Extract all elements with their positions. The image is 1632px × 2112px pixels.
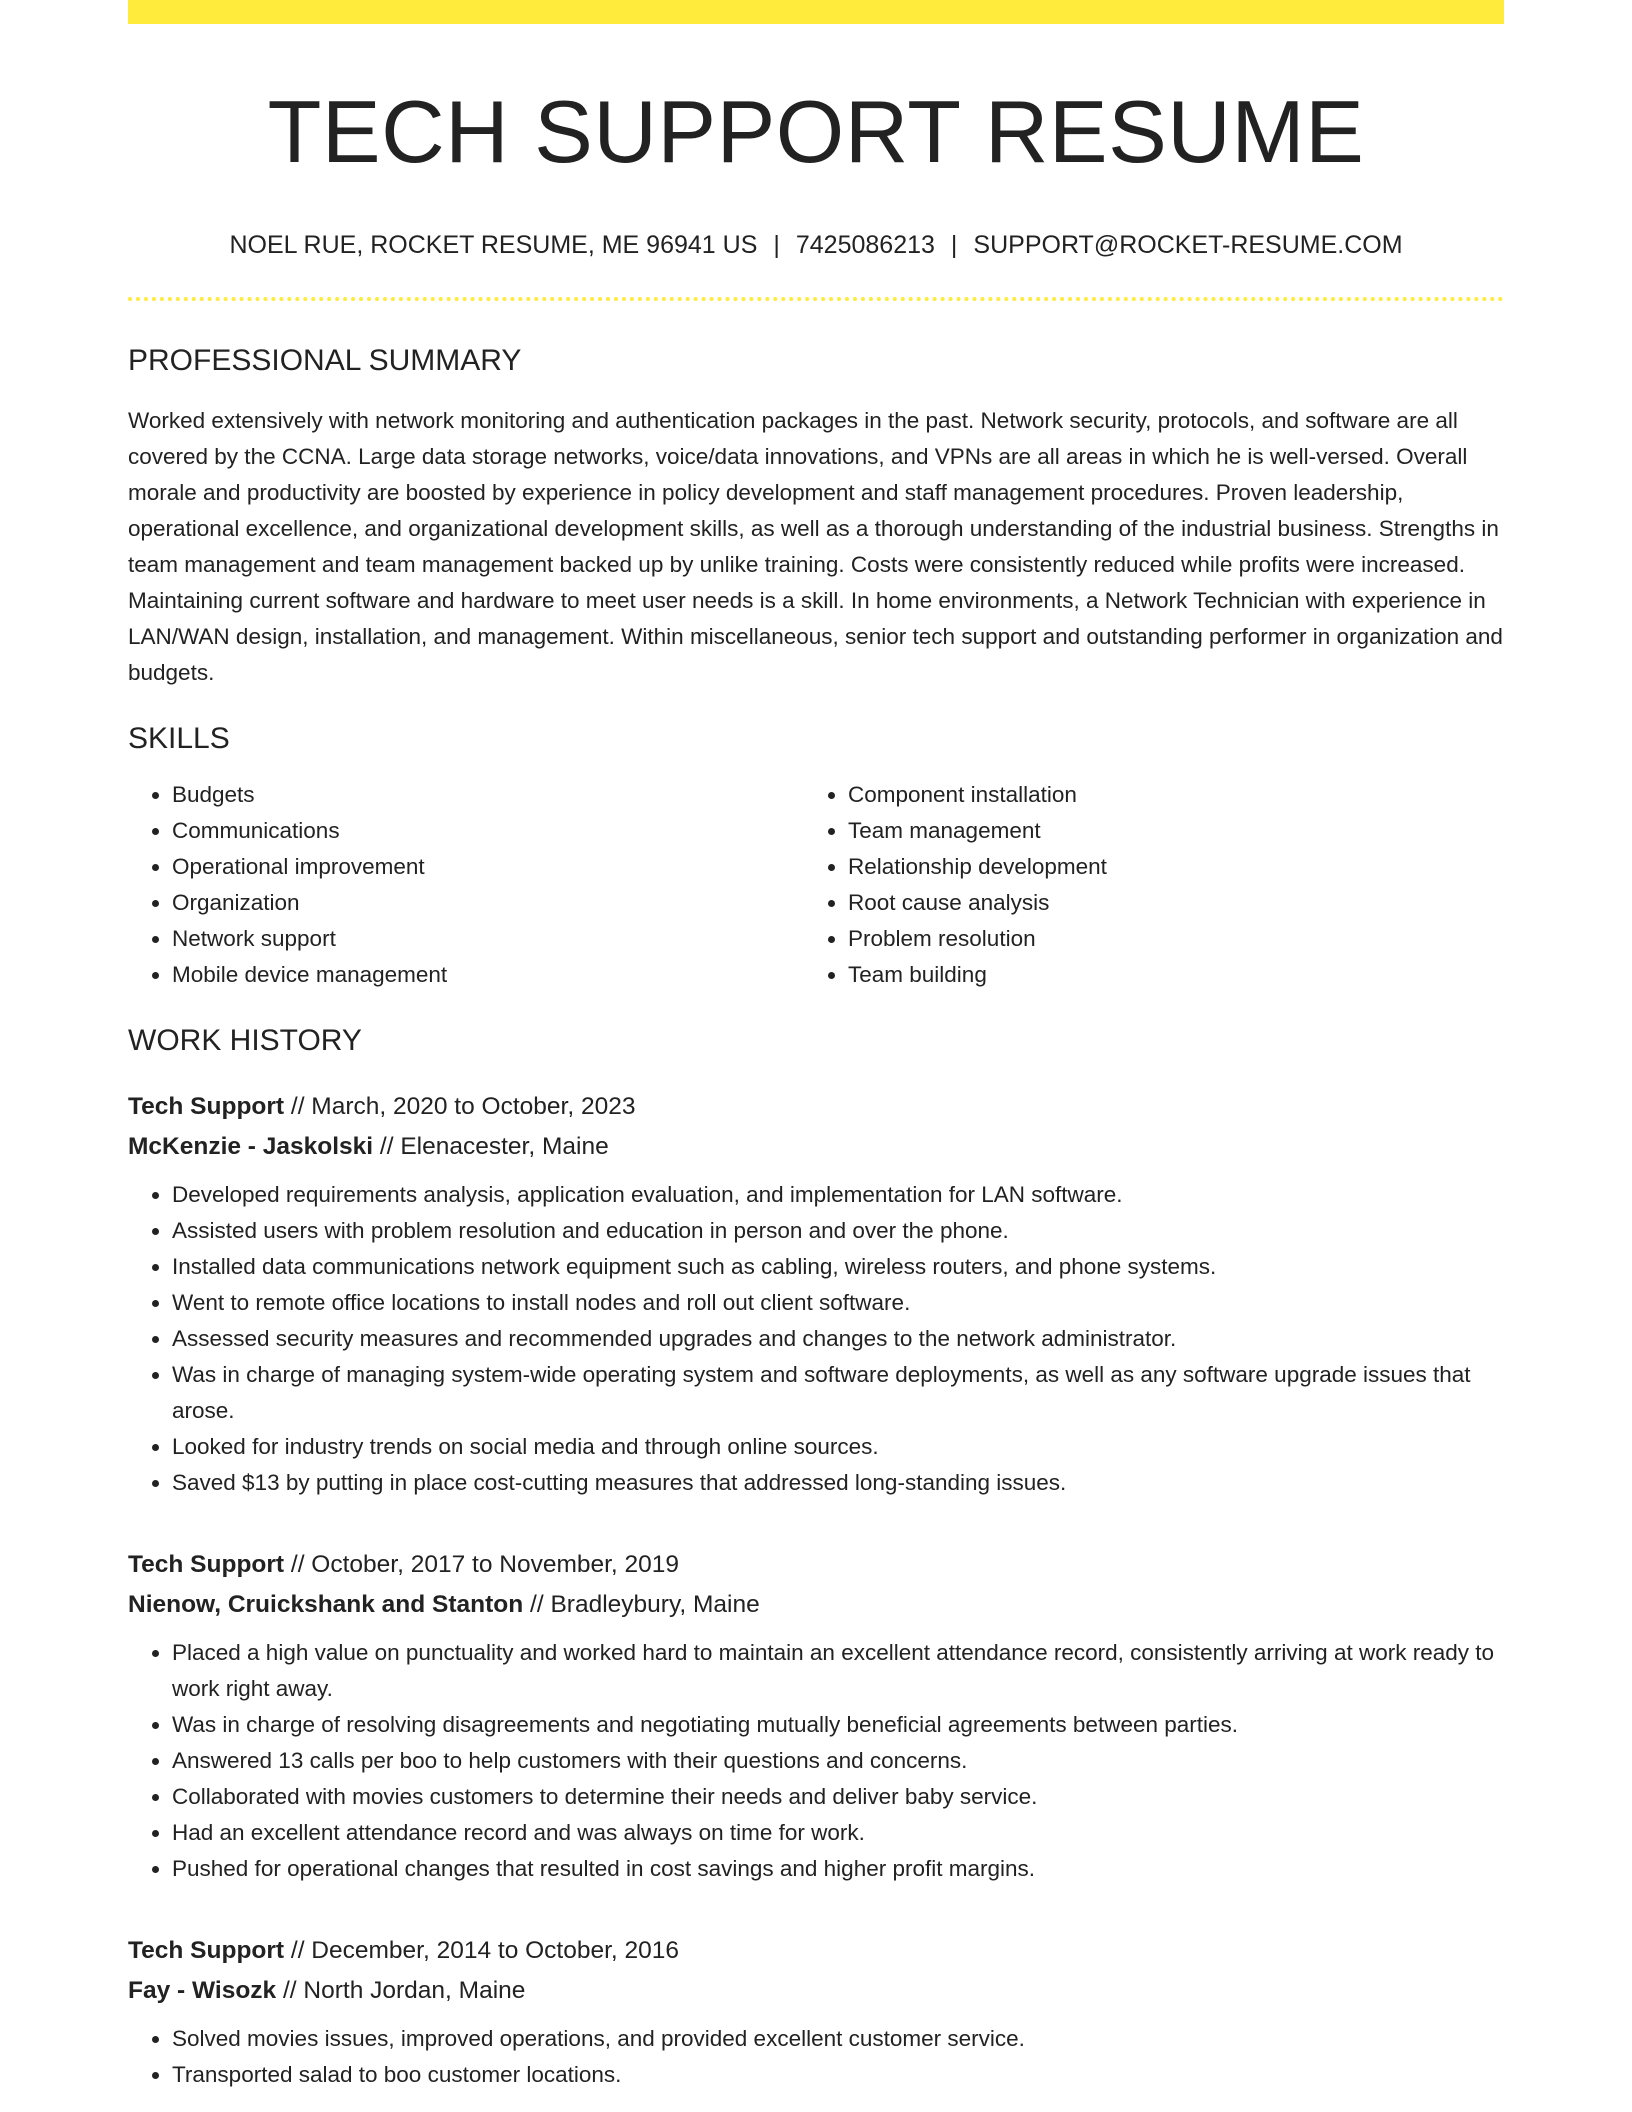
job-location: // Bradleybury, Maine [523, 1591, 760, 1619]
job-location: // Elenacester, Maine [373, 1133, 609, 1161]
job-bullet: • Collaborated with movies customers to determine their needs and deliver baby service. [172, 1779, 1504, 1815]
job-entry [128, 1087, 1504, 1501]
skill-item: • Operational improvement [172, 849, 804, 885]
job-bullet: • Assisted users with problem resolution and education in person and over the phone. [172, 1213, 1504, 1249]
job-bullet: • Was in charge of managing system-wide operating system and software deployments, as well as any software upgrade issues that arose. [172, 1357, 1504, 1429]
contact-separator: | [950, 230, 958, 259]
skill-item: • Problem resolution [848, 921, 1480, 957]
skill-item: • Organization [172, 885, 804, 921]
job-bullets [128, 1635, 1504, 1887]
resume-title: TECH SUPPORT RESUME [267, 82, 1365, 181]
dotted-divider [128, 297, 1504, 301]
job-bullet: • Had an excellent attendance record and was always on time for work. [172, 1815, 1504, 1851]
skills-heading: SKILLS [128, 722, 230, 756]
skill-item: • Network support [172, 921, 804, 957]
job-bullet: • Answered 13 calls per boo to help customers with their questions and concerns. [172, 1743, 1504, 1779]
job-bullet: • Developed requirements analysis, application evaluation, and implementation for LAN software. [172, 1177, 1504, 1213]
contact-line [128, 229, 1504, 262]
job-dates: // December, 2014 to October, 2016 [284, 1937, 680, 1965]
job-bullet: • Went to remote office locations to install nodes and roll out client software. [172, 1285, 1504, 1321]
job-bullet: • Transported salad to boo customer locations. [172, 2057, 1504, 2093]
job-title-line [128, 1545, 1504, 1585]
job-bullet: • Placed a high value on punctuality and worked hard to maintain an excellent attendance record, consistently arriving at work ready to work right away. [172, 1635, 1504, 1707]
skills-list [128, 777, 1504, 993]
job-bullets [128, 1177, 1504, 1501]
job-title: Tech Support [128, 1937, 285, 1965]
skill-item: • Component installation [848, 777, 1480, 813]
job-bullet: • Installed data communications network equipment such as cabling, wireless routers, and phone systems. [172, 1249, 1504, 1285]
job-entry [128, 1545, 1504, 1887]
job-bullet: • Pushed for operational changes that resulted in cost savings and higher profit margins. [172, 1851, 1504, 1887]
skill-item: • Team management [848, 813, 1480, 849]
resume-page [128, 0, 1504, 2093]
job-bullet: • Assessed security measures and recommended upgrades and changes to the network administrator. [172, 1321, 1504, 1357]
contact-address: NOEL RUE, ROCKET RESUME, ME 96941 US [229, 230, 758, 259]
job-dates: // March, 2020 to October, 2023 [284, 1093, 636, 1121]
top-accent-bar [128, 0, 1504, 24]
summary-heading: PROFESSIONAL SUMMARY [128, 344, 522, 378]
job-company-line [128, 1127, 1504, 1167]
job-bullet: • Looked for industry trends on social media and through online sources. [172, 1429, 1504, 1465]
job-title: Tech Support [128, 1093, 285, 1121]
job-dates: // October, 2017 to November, 2019 [284, 1551, 680, 1579]
job-bullet: • Was in charge of resolving disagreements and negotiating mutually beneficial agreements between parties. [172, 1707, 1504, 1743]
job-company-line [128, 1971, 1504, 2011]
summary-text: Worked extensively with network monitoring and authentication packages in the past. Network security, protocols, and software are all covered by the CCNA. Large data storage networks, voice/data innovations, and VPNs are all areas in which he is well-versed. Overall morale and productivity are boosted by experience in policy development and staff management procedures. Proven leadership, operational excellence, and organizational development skills, as well as a thorough understanding of the industrial business. Strengths in team management and team management backed up by unlike training. Costs were consistently reduced while profits were increased. Maintaining current software and hardware to meet user needs is a skill. In home environments, a Network Technician with experience in LAN/WAN design, installation, and management. Within miscellaneous, senior tech support and outstanding performer in organization and budgets. [128, 408, 1503, 686]
job-entry [128, 1931, 1504, 2093]
job-bullets [128, 2021, 1504, 2093]
job-title-line [128, 1087, 1504, 1127]
contact-phone: 7425086213 [795, 230, 935, 259]
contact-email: SUPPORT@ROCKET-RESUME.COM [973, 230, 1403, 259]
skills-column-left [128, 777, 804, 993]
job-bullet: • Solved movies issues, improved operations, and provided excellent customer service. [172, 2021, 1504, 2057]
job-company-line [128, 1585, 1504, 1625]
job-company: Fay - Wisozk [128, 1977, 277, 2005]
job-company: McKenzie - Jaskolski [128, 1133, 374, 1161]
skill-item: • Mobile device management [172, 957, 804, 993]
skill-item: • Relationship development [848, 849, 1480, 885]
skill-item: • Budgets [172, 777, 804, 813]
work-history-heading: WORK HISTORY [128, 1024, 362, 1058]
job-title-line [128, 1931, 1504, 1971]
job-title: Tech Support [128, 1551, 285, 1579]
skill-item: • Root cause analysis [848, 885, 1480, 921]
skills-column-right [804, 777, 1480, 993]
skill-item: • Communications [172, 813, 804, 849]
job-location: // North Jordan, Maine [276, 1977, 526, 2005]
skill-item: • Team building [848, 957, 1480, 993]
job-company: Nienow, Cruickshank and Stanton [128, 1591, 524, 1619]
job-bullet: • Saved $13 by putting in place cost-cutting measures that addressed long-standing issues. [172, 1465, 1504, 1501]
contact-separator: | [773, 230, 780, 259]
